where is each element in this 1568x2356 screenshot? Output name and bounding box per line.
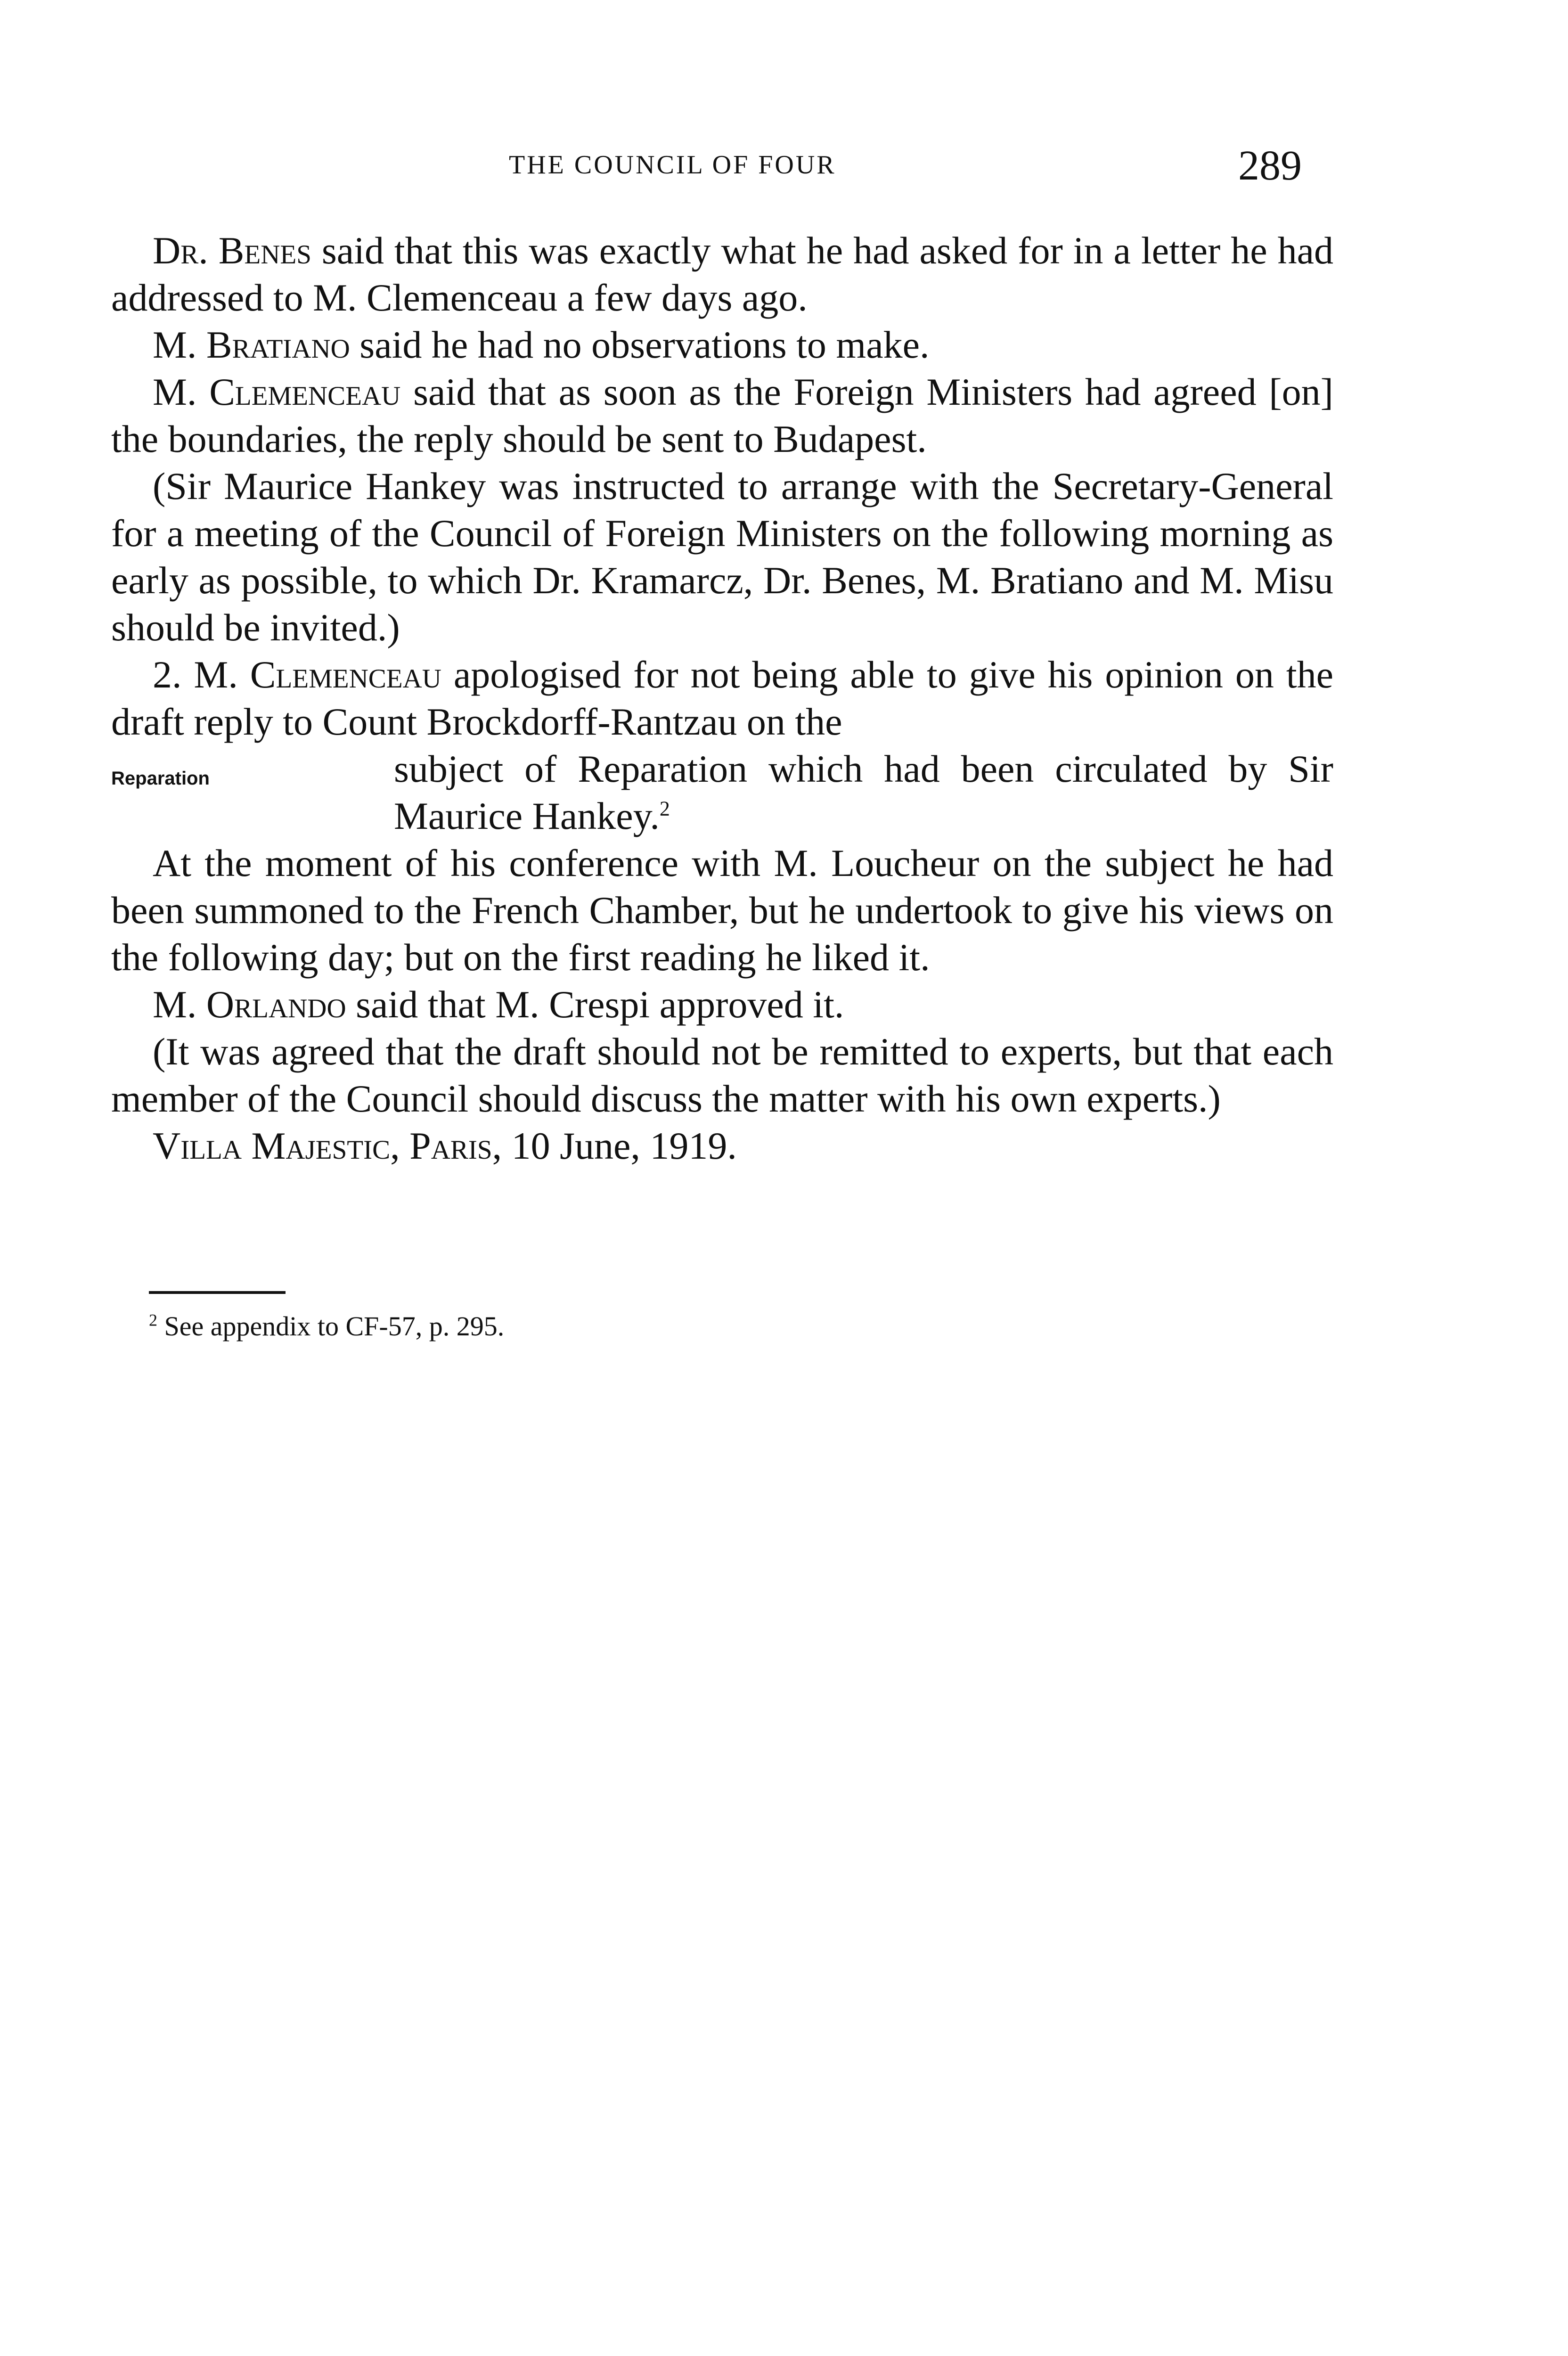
paragraph-text: said that M. Crespi approved it.	[346, 983, 844, 1026]
dateline-date: , 10 June, 1919.	[492, 1124, 737, 1167]
running-head: THE COUNCIL OF FOUR	[509, 150, 836, 180]
body-text	[111, 227, 1333, 1170]
paragraph-benes	[111, 227, 1333, 321]
sidenote-row	[111, 745, 1333, 840]
reparation-lead	[111, 651, 1333, 745]
page-number: 289	[1238, 142, 1302, 189]
paragraph-orlando	[111, 981, 1333, 1028]
dateline	[111, 1122, 1333, 1170]
margin-note-reparation: Reparation	[111, 768, 210, 789]
speaker-name: Orlando	[206, 983, 346, 1026]
footnote-marker: 2	[149, 1310, 157, 1330]
speaker-prefix: M.	[153, 983, 206, 1026]
footnote-reference: 2	[659, 797, 670, 820]
dateline-place: Villa Majestic, Paris	[153, 1124, 492, 1167]
footnote-text: See appendix to CF-57, p. 295.	[157, 1311, 505, 1342]
speaker-name: Dr. Benes	[153, 229, 311, 272]
paragraph-clemenceau-boundaries	[111, 368, 1333, 463]
paragraph-bratiano	[111, 321, 1333, 368]
footnote	[149, 1310, 504, 1343]
paragraph-loucheur: At the moment of his conference with M. Loucheur on the subject he had been summoned to the French Chamber, but he undertook to give his views on the following day; but on the first reading he liked it.	[111, 842, 1333, 979]
speaker-prefix: M.	[153, 370, 210, 413]
paragraph-text: said he had no observations to make.	[350, 323, 930, 366]
paragraph-reparation	[111, 651, 1333, 840]
paragraph-text: apologised for not being able to give his opinion on the draft reply to Count Brockdorff-Rantzau on the	[111, 653, 1333, 743]
paragraph-text: subject of Reparation which had been circulated by Sir Maurice Hankey.	[394, 747, 1333, 837]
speaker-prefix: 2. M.	[153, 653, 250, 696]
footnote-rule	[149, 1291, 286, 1294]
speaker-name: Clemenceau	[209, 370, 401, 413]
paragraph-text: said that this was exactly what he had asked for in a letter he had addressed to M. Clemenceau a few days ago.	[111, 229, 1333, 319]
speaker-prefix: M.	[153, 323, 206, 366]
paragraph-agreement: (It was agreed that the draft should not be remitted to experts, but that each member of the Council should discuss the matter with his own experts.)	[111, 1030, 1333, 1120]
speaker-name: Bratiano	[206, 323, 350, 366]
paragraph-text: said that as soon as the Foreign Ministers had agreed [on] the boundaries, the reply should be sent to Budapest.	[111, 370, 1333, 460]
paragraph-hankey-instruction: (Sir Maurice Hankey was instructed to arrange with the Secretary-General for a meeting of the Council of Foreign Ministers on the following morning as early as possible, to which Dr. Kramarcz, Dr. Benes, M. Bratiano and M. Misu should be invited.)	[111, 465, 1333, 649]
speaker-name: Clemenceau	[250, 653, 441, 696]
reparation-continuation	[394, 745, 1333, 840]
